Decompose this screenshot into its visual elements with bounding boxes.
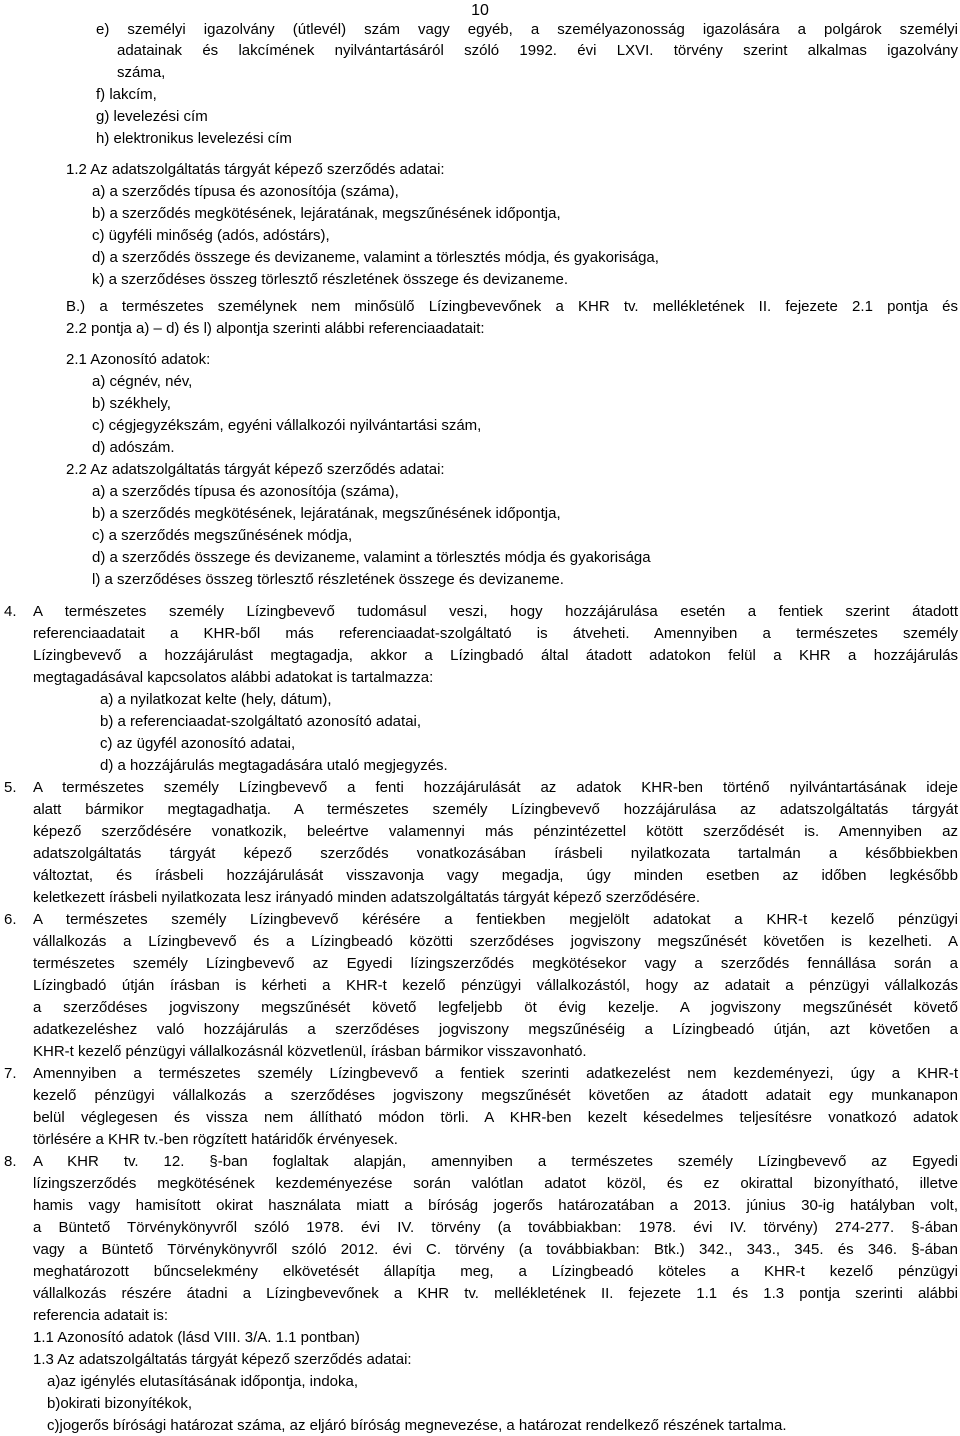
text-line: A természetes személy Lízingbevevő tudomásul veszi, hogy hozzájárulása esetén a fentiek szerint átadott [33, 603, 958, 620]
text-line: Amennyiben a természetes személy Lízingbevevő a fentiek szerinti adatkezelést nem kezdeményezi, úgy a KHR-t [33, 1065, 958, 1082]
text-line: 2.2 Az adatszolgáltatás tárgyát képező szerződés adatai: [66, 461, 445, 478]
text-line: adatkezeléshez való hozzájárulás a szerződéses jogviszony megszűnéséig a Lízingbeadó útján, azt követően a [33, 1021, 958, 1038]
list-number: 7. [4, 1065, 17, 1082]
text-line: c) cégjegyzékszám, egyéni vállalkozói nyilvántartási szám, [92, 417, 482, 434]
text-line: 2.1 Azonosító adatok: [66, 351, 211, 368]
text-line: c)jogerős bírósági határozat száma, az eljáró bíróság megnevezése, a határozat rendelkező részének tartalma. [47, 1417, 787, 1434]
text-line: a Büntető Törvénykönyvről szóló 1978. évi IV. törvény (a továbbiakban: 1978. évi IV. törvény) 274-277. §-ában [33, 1219, 958, 1236]
text-line: b) a referenciaadat-szolgáltató azonosító adatai, [100, 713, 422, 730]
text-line: a) a szerződés típusa és azonosítója (száma), [92, 183, 399, 200]
text-line: vállalkozás részére átadni a Lízingbevevőnek a KHR tv. mellékletének II. fejezete 1.1 és 1.3 pontja szerinti alábbi [33, 1285, 958, 1302]
text-line: a)az igénylés elutasításának időpontja, indoka, [47, 1373, 359, 1390]
text-line: belül véglegesen és vissza nem állítható módon törli. A KHR-ben kezelt késedelmes teljesítésre vonatkozó adatok [33, 1109, 958, 1126]
text-line: b) a szerződés megkötésének, lejáratának, megszűnésének időpontja, [92, 505, 561, 522]
text-line: vagy a Büntető Törvénykönyvről szóló 2012. évi C. törvény (a továbbiakban: Btk.) 342., 343., 345. és 346. §-ában [33, 1241, 958, 1258]
text-line: 1.3 Az adatszolgáltatás tárgyát képező szerződés adatai: [33, 1351, 412, 1368]
text-line: d) a hozzájárulás megtagadására utaló megjegyzés. [100, 757, 448, 774]
text-line: h) elektronikus levelezési cím [96, 130, 292, 147]
text-line: keletkezett írásbeli nyilatkozata lesz irányadó minden adatszolgáltatás tárgyát képező szerződésére. [33, 889, 701, 906]
text-line: adatszolgáltatás tárgyát képező szerződés vonatkozásában írásbeli nyilatkozata tartalmán a későbbiekben [33, 845, 958, 862]
text-line: a) a szerződés típusa és azonosítója (száma), [92, 483, 399, 500]
text-line: c) a szerződés megszűnésének módja, [92, 527, 353, 544]
text-line: b)okirati bizonyítékok, [47, 1395, 193, 1412]
text-line: referencia adatait is: [33, 1307, 169, 1324]
list-number: 4. [4, 603, 17, 620]
text-line: B.) a természetes személynek nem minősülő Lízingbevevőnek a KHR tv. mellékletének II. fejezete 2.1 pontja és [66, 298, 958, 315]
text-line: 2.2 pontja a) – d) és l) alpontja szerinti alábbi referenciaadatait: [66, 320, 485, 337]
text-line: A KHR tv. 12. §-ban foglaltak alapján, amennyiben a természetes személy Lízingbevevő az Egyedi [33, 1153, 958, 1170]
text-line: természetes személy Lízingbevevő az Egyedi lízingszerződés megkötésekor vagy a szerződés fennállása során a [33, 955, 958, 972]
text-line: változtat, és írásbeli hozzájárulását visszavonja vagy megadja, úgy minden esetben az időben legkésőbb [33, 867, 958, 884]
text-line: k) a szerződéses összeg törlesztő részletének összege és devizaneme. [92, 271, 569, 288]
list-number: 8. [4, 1153, 17, 1170]
text-line: d) adószám. [92, 439, 175, 456]
text-line: megtagadásával kapcsolatos alábbi adatokat is tartalmazza: [33, 669, 434, 686]
text-line: törlésére a KHR tv.-ben rögzített határidők érvényesek. [33, 1131, 398, 1148]
text-line: alatt bármikor megtagadhatja. A természetes személy Lízingbevevő hozzájárulása az adatszolgáltatás tárgyát [33, 801, 958, 818]
text-line: 1.2 Az adatszolgáltatás tárgyát képező szerződés adatai: [66, 161, 445, 178]
text-line: b) a szerződés megkötésének, lejáratának, megszűnésének időpontja, [92, 205, 561, 222]
text-line: g) levelezési cím [96, 108, 208, 125]
text-line: a szerződéses jogviszony megszűnését követő legfeljebb öt évig kezelje. A jogviszony megszűnését követő [33, 999, 958, 1016]
list-number: 5. [4, 779, 17, 796]
text-line: száma, [117, 64, 166, 81]
text-line: adatainak és lakcímének nyilvántartásáról szóló 1992. évi LXVI. törvény szerint alkalmas igazolvány [117, 42, 958, 59]
text-line: képező szerződésére vonatkozik, beleértve valamennyi más pénzintézettel kötött szerződését is. Amennyiben az [33, 823, 958, 840]
text-line: f) lakcím, [96, 86, 157, 103]
text-line: hamis vagy hamisított okirat használata miatt a bíróság jogerős határozatában a 2013. június 30-ig hatályban volt, [33, 1197, 958, 1214]
text-line: A természetes személy Lízingbevevő a fenti hozzájárulását az adatok KHR-ben történő nyilvántartásának ideje [33, 779, 958, 796]
text-line: vállalkozás a Lízingbevevő és a Lízingbeadó közötti szerződéses jogviszony megszűnését követően is kezelheti. A [33, 933, 958, 950]
text-line: A természetes személy Lízingbevevő kérésére a fentiekben megjelölt adatokat a KHR-t kezelő pénzügyi [33, 911, 958, 928]
text-line: referenciaadatait a KHR-ből más referenciaadat-szolgáltató is átveheti. Amennyiben a természetes személy [33, 625, 958, 642]
text-line: b) székhely, [92, 395, 171, 412]
text-line: meghatározott bűncselekmény elkövetését állapítja meg, a Lízingbeadó köteles a KHR-t kezelő pénzügyi [33, 1263, 958, 1280]
text-line: d) a szerződés összege és devizaneme, valamint a törlesztés módja, és gyakorisága, [92, 249, 659, 266]
text-line: a) cégnév, név, [92, 373, 193, 390]
text-line: d) a szerződés összege és devizaneme, valamint a törlesztés módja és gyakorisága [92, 549, 651, 566]
text-line: KHR-t kezelő pénzügyi vállalkozásnál közvetlenül, írásban bármikor visszavonható. [33, 1043, 587, 1060]
text-line: a) a nyilatkozat kelte (hely, dátum), [100, 691, 332, 708]
text-line: kezelő pénzügyi vállalkozás a szerződéses jogviszony megszűnését követően az átadott adatait egy munkanapon [33, 1087, 958, 1104]
text-line: 1.1 Azonosító adatok (lásd VIII. 3/A. 1.1 pontban) [33, 1329, 360, 1346]
text-line: Lízingbadó útján írásban is kérheti a KHR-t kezelő pénzügyi vállalkozástól, hogy az adatait a pénzügyi vállalkozás [33, 977, 958, 994]
text-line: Lízingbevevő a hozzájárulást megtagadja, akkor a Lízingbadó által átadott adatokon felül a KHR a hozzájárulás [33, 647, 958, 664]
text-line: c) ügyféli minőség (adós, adóstárs), [92, 227, 330, 244]
text-line: c) az ügyfél azonosító adatai, [100, 735, 296, 752]
text-line: e) személyi igazolvány (útlevél) szám vagy egyéb, a személyazonosság igazolására a polgárok személyi [96, 21, 958, 38]
list-number: 6. [4, 911, 17, 928]
text-line: lízingszerződés megkötésének kezdeményezése során valótlan adatot közöl, és ez okirattal bizonyítható, illetve [33, 1175, 958, 1192]
text-line: l) a szerződéses összeg törlesztő részletének összege és devizaneme. [92, 571, 564, 588]
page-number: 10 [471, 2, 489, 19]
